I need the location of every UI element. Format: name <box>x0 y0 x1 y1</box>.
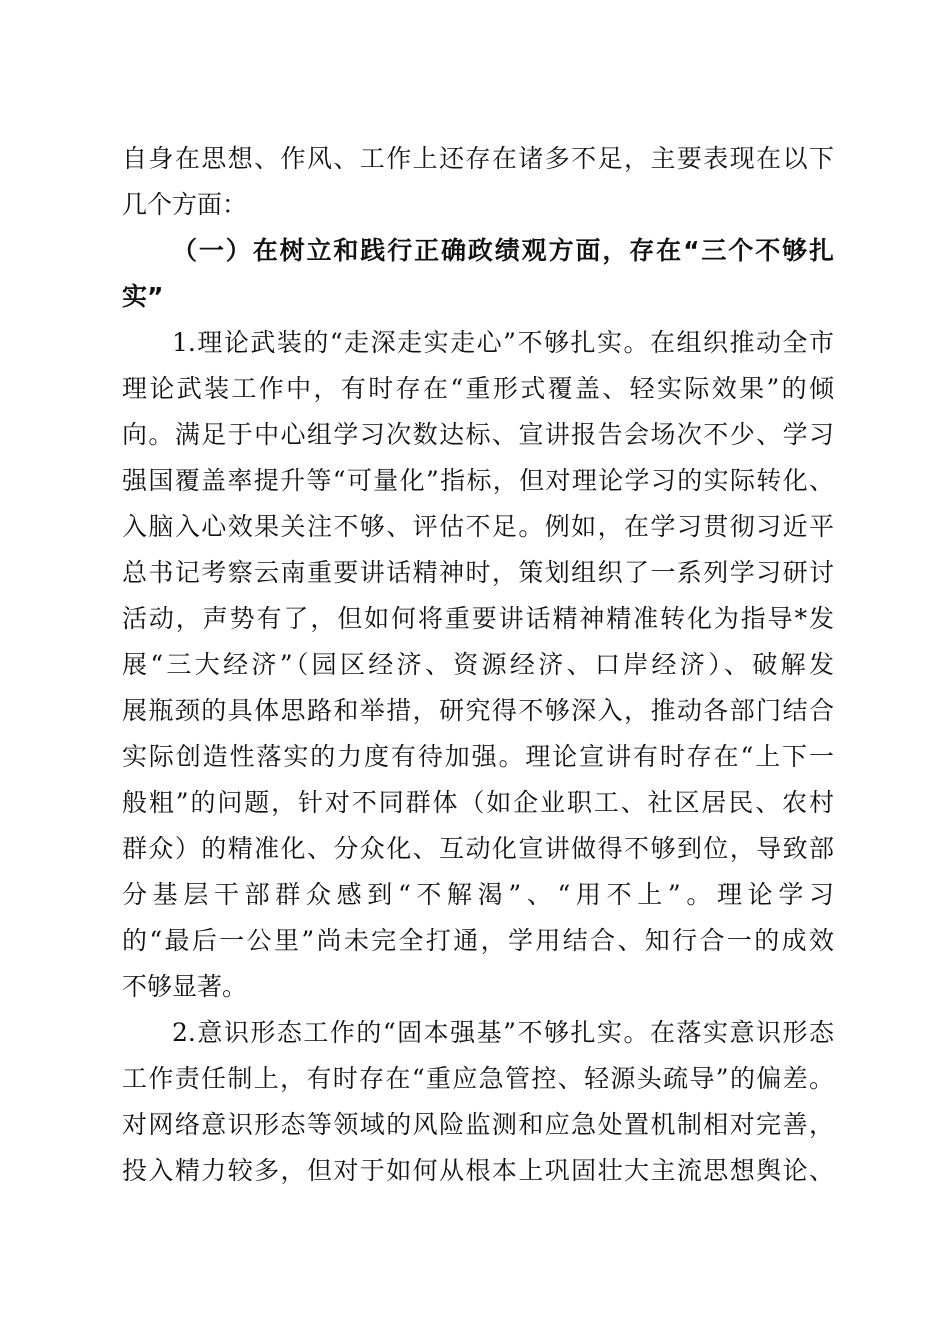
text-line: 的“最后一公里”尚未完全打通，学用结合、知行合一的成效 <box>122 926 834 955</box>
text-line: 强国覆盖率提升等“可量化”指标，但对理论学习的实际转化、 <box>122 466 834 495</box>
text-line: 总书记考察云南重要讲话精神时，策划组织了一系列学习研讨 <box>122 558 834 587</box>
text-line: 几个方面： <box>122 190 248 219</box>
text-line: 2.意识形态工作的“固本强基”不够扎实。在落实意识形态 <box>172 1018 834 1047</box>
text-line: 1.理论武装的“走深走实走心”不够扎实。在组织推动全市 <box>172 328 834 357</box>
heading-line: 实” <box>122 282 164 311</box>
text-line: 自身在思想、作风、工作上还存在诸多不足，主要表现在以下 <box>122 144 834 173</box>
text-line: 工作责任制上，有时存在“重应急管控、轻源头疏导”的偏差。 <box>122 1064 834 1093</box>
text-line: 活动，声势有了，但如何将重要讲话精神精准转化为指导*发 <box>122 604 834 633</box>
text-line: 般粗”的问题，针对不同群体（如企业职工、社区居民、农村 <box>122 788 834 817</box>
section-heading <box>122 228 834 320</box>
text-line: 入脑入心效果关注不够、评估不足。例如，在学习贯彻习近平 <box>122 512 834 541</box>
text-line: 理论武装工作中，有时存在“重形式覆盖、轻实际效果”的倾 <box>122 374 834 403</box>
item-1-paragraph <box>122 320 834 1010</box>
intro-paragraph <box>122 136 834 228</box>
item-2-paragraph <box>122 1010 834 1194</box>
text-line: 展“三大经济”（园区经济、资源经济、口岸经济）、破解发 <box>122 650 834 679</box>
heading-line: （一）在树立和践行正确政绩观方面，存在“三个不够扎 <box>172 236 834 265</box>
text-line: 实际创造性落实的力度有待加强。理论宣讲有时存在“上下一 <box>122 742 834 771</box>
text-line: 群众）的精准化、分众化、互动化宣讲做得不够到位，导致部 <box>122 834 834 863</box>
text-line: 分基层干部群众感到“不解渴”、“用不上”。理论学习 <box>122 880 834 909</box>
text-line: 投入精力较多，但对于如何从根本上巩固壮大主流思想舆论、 <box>122 1156 834 1185</box>
text-line: 不够显著。 <box>122 972 248 1001</box>
document-page <box>122 136 834 1194</box>
text-line: 展瓶颈的具体思路和举措，研究得不够深入，推动各部门结合 <box>122 696 834 725</box>
text-line: 向。满足于中心组学习次数达标、宣讲报告会场次不少、学习 <box>122 420 834 449</box>
text-line: 对网络意识形态等领域的风险监测和应急处置机制相对完善， <box>122 1110 834 1139</box>
